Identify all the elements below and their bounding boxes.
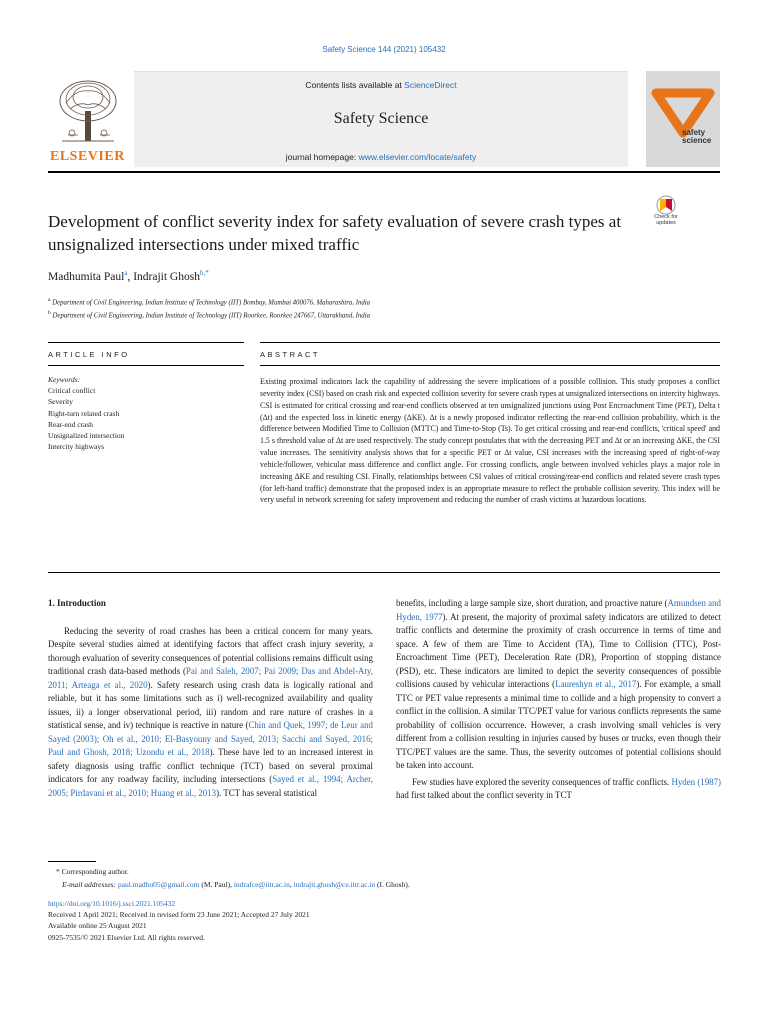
author-name[interactable]: Madhumita Paul xyxy=(48,270,125,283)
body-rule xyxy=(48,572,720,573)
author-list: Madhumita Paul$^a$, Indrajit Ghosh$^{b,*}$ xyxy=(48,269,209,283)
journal-cover-thumbnail[interactable] xyxy=(646,71,720,167)
paragraph: Few studies have explored the severity consequences of traffic conflicts. Hyden (1987) had first talked about the conflict severity in TCT xyxy=(396,776,722,800)
online-date: Available online 25 August 2021 xyxy=(48,921,147,931)
keyword-item: Severity xyxy=(48,397,73,407)
citation-link[interactable]: Chin and Quek, 1997; de Leur and Sayed (2003); Oh et al., 2010; El-Basyouny and Sayed, 2013; Sacchi and Sayed, 2016; Paul and Ghosh, 2018; Uzondu et al., 2018 xyxy=(48,720,373,757)
keywords-label: Keywords: xyxy=(48,375,81,384)
crossmark-icon[interactable] xyxy=(646,193,686,233)
doi-link[interactable]: https://doi.org/10.1016/j.ssci.2021.105432 xyxy=(48,899,176,908)
keyword-item: Critical conflict xyxy=(48,386,96,396)
elsevier-wordmark: ELSEVIER xyxy=(50,149,125,164)
crossmark-label[interactable]: Check for updates xyxy=(654,214,678,226)
cover-label: safety science xyxy=(682,128,712,145)
body-column-left xyxy=(48,597,373,800)
article-info-rule xyxy=(48,342,244,343)
abstract-rule xyxy=(260,342,720,343)
affiliations xyxy=(48,295,370,322)
journal-title: Safety Science xyxy=(333,110,429,127)
body-column-right xyxy=(396,597,721,803)
author-name[interactable]: Indrajit Ghosh xyxy=(133,270,200,283)
history-dates: Received 1 April 2021; Received in revised form 23 June 2021; Accepted 27 July 2021 xyxy=(48,910,310,920)
section-heading: 1. Introduction xyxy=(48,598,106,608)
citation-link[interactable]: Pai and Saleh, 2007; Pai 2009; Das and Abdel-Aty, 2011; Arteaga et al., 2020 xyxy=(48,666,373,690)
affiliation-item: $^b$ Department of Civil Engineering, Indian Institute of Technology (IIT) Roorkee, Roorkee 247667, Uttarakhand, India xyxy=(48,310,370,320)
paragraph: benefits, including a large sample size, short duration, and proactive nature (Amundsen and Hyden, 1977). At present, the majority of proximal safety indicators are utilized to detect traffic conflicts and determine the proximity of crash occurrence in terms of time and space. A few of them are Time to Accident (TA), Time to Collision (TTC), Post-Encroachment Time (PET), Deceleration Rate (DR), Proportion of stopping distance (PSD), etc. These indicators are limited to depict the severity consequences of possible collisions caused by vehicular interactions (Laureshyn et al., 2017). For example, a small TTC or PET value represents a minimal time to collide and a high propensity to convert a conflict in the collision. A similar TTC/PET value for various conflicts represents the same probability of collision occurrence. However, a crash involving small vehicles is very different from a collision resulting in injuries caused by buses or trucks, even though their TTC/PET values are the same. Thus, the severity outcomes of potential collisions should be taken into account. xyxy=(396,598,721,770)
paragraph: Reducing the severity of road crashes has been a critical concern for many years. Despite several studies aimed at identifying factors that affect crash injury severity, a thorough evaluation of severity consequences of potential collisions remains difficult using traditional crash data-based methods (Pai and Saleh, 2007; Pai 2009; Das and Abdel-Aty, 2011; Arteaga et al., 2020). Safety research using crash data is logically rational and reliable, but it has some limitations such as i) well-recognized availability and quality issues, ii) a longer observational period, iii) random and rare nature of crashes in a statistical sense, and iv) technique is reactive in nature (Chin and Quek, 1997; de Leur and Sayed (2003); Oh et al., 2010; El-Basyouny and Sayed, 2013; Sacchi and Sayed, 2016; Paul and Ghosh, 2018; Uzondu et al., 2018). These have led to an increased interest in safety diagnosis using traffic conflict technique (TCT) based on several proximal indicators for any roadway facility, including intersections (Sayed et al., 1994; Archer, 2005; Pirdavani et al., 2010; Huang et al., 2013). TCT has several statistical xyxy=(48,625,373,798)
affiliation-item: $^a$ Department of Civil Engineering, Indian Institute of Technology (IIT) Bombay, Mumbai 400076, Maharashtra, India xyxy=(48,297,371,307)
article-info-heading: ARTICLE INFO xyxy=(48,350,130,359)
keywords-list xyxy=(48,374,124,452)
masthead-rule xyxy=(48,171,720,173)
citation-link[interactable]: Laureshyn et al., 2017 xyxy=(555,679,637,689)
contents-prefix: Contents lists available at xyxy=(305,80,405,90)
keyword-item: Rear-end crash xyxy=(48,419,94,429)
journal-info-box xyxy=(134,71,628,167)
masthead xyxy=(48,71,720,171)
citation-link[interactable]: Amundsen and Hyden, 1977 xyxy=(396,598,721,622)
email-addresses: E-mail addresses: paul.madhu05@gmail.com (M. Paul), indrafce@iitr.ac.in, indrajit.ghosh@ce.iitr.ac.in (I. Ghosh). xyxy=(62,879,410,889)
keyword-item: Right-turn related crash xyxy=(48,408,120,418)
sciencedirect-link[interactable]: ScienceDirect xyxy=(404,80,457,90)
elsevier-logo xyxy=(48,71,128,167)
journal-homepage-link[interactable]: www.elsevier.com/locate/safety xyxy=(358,152,477,162)
abstract-heading: ABSTRACT xyxy=(260,350,321,359)
email-link[interactable]: indrajit.ghosh@ce.iitr.ac.in xyxy=(293,879,376,889)
homepage-prefix: journal homepage: xyxy=(285,152,359,162)
copyright-line: 0925-7535/© 2021 Elsevier Ltd. All rights reserved. xyxy=(48,932,205,942)
article-history xyxy=(48,898,720,943)
corresponding-author-note: * Corresponding author. xyxy=(56,867,129,876)
footnotes xyxy=(48,866,720,891)
email-link[interactable]: indrafce@iitr.ac.in xyxy=(233,879,290,889)
contents-line xyxy=(134,80,628,90)
author-affil-marker[interactable]: a xyxy=(124,269,128,277)
keyword-item: Unsignalized intersection xyxy=(48,431,125,441)
email-link[interactable]: paul.madhu05@gmail.com xyxy=(117,879,200,889)
article-info-subrule xyxy=(48,365,244,366)
abstract-subrule xyxy=(260,365,720,366)
article-title: Development of conflict severity index for safety evaluation of severe crash types at unsignalized intersections under mixed traffic xyxy=(48,212,622,254)
cover-triangle-icon xyxy=(646,71,720,167)
citation-link[interactable]: Sayed et al., 1994; Archer, 2005; Pirdavani et al., 2010; Huang et al., 2013 xyxy=(48,774,373,798)
keyword-item: Intercity highways xyxy=(48,442,105,452)
citation-link[interactable]: Hyden (1987) xyxy=(671,776,722,787)
journal-citation[interactable]: Safety Science 144 (2021) 105432 xyxy=(322,45,446,54)
abstract-text: Existing proximal indicators lack the capability of addressing the severe implications of a possible collision. This study proposes a conflict severity index (CSI) based on crash risk and expected collision severity for severe crash types at unsignalized intersections on intercity highways. CSI is estimated for critical crossing and rear-end conflicts observed at ten unsignalized junctions using Post Encroachment Time (PET), Delta t (Δt) and the expected loss in kinetic energy (ΔKE). Δt is a newly proposed indicator reflecting the rear-end collision probability, which is the difference between Modified Time to Collision (MTTC) and Time-to-Stop (Ts). To get critical crossing and rear-end conflicts, 'critical speed' and 1.5 s threshold value of Δt are used respectively. The study concept postulates that with the decreasing PET and Δt or an increasing ΔKE, the CSI value increases. The sensitivity analysis shows that for a specific PET or Δt value, CSI increases with the increasing speed of right-of-way vehicle/follower, vehicular mass difference and conflict angle. For crossing conflicts, angle between involved vehicles plays a major role in increasing ΔKE and resulting CSI. Finally, relationships between CSI values of critical crossing/rear-end conflicts and related severe crash types (for left-hand traffic) demonstrate that the proposed index is an appropriate measure to reflect the probable collision severity. This index will be very useful in network screening for safety improvement and reducing the number of crash victims at hazardous locations. xyxy=(260,377,720,505)
homepage-line xyxy=(134,152,628,162)
elsevier-tree-icon xyxy=(56,75,120,145)
footnote-rule xyxy=(48,861,96,862)
author-affil-marker[interactable]: b,* xyxy=(199,269,209,277)
